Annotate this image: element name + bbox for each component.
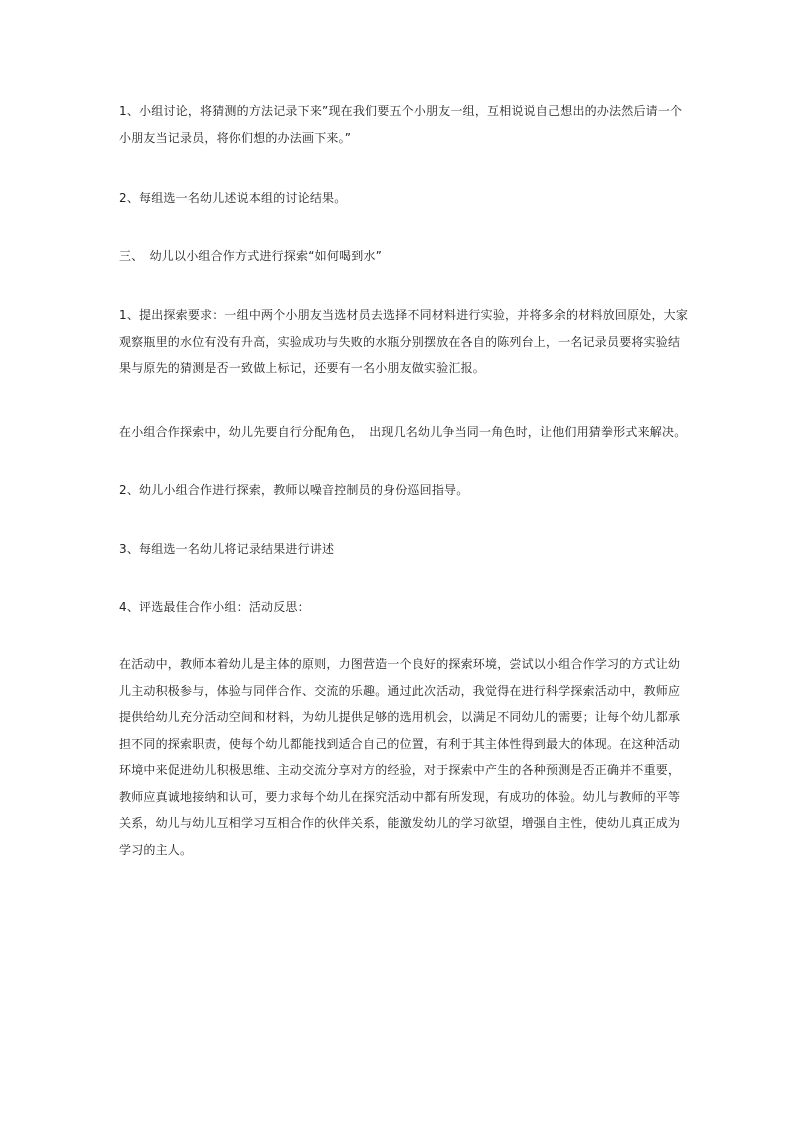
text-line: 小朋友当记录员，将你们想的办法画下来。”	[119, 130, 352, 145]
text-line: 三、 幼儿以小组合作方式进行探索“如何喝到水”	[119, 249, 383, 263]
text-line: 2、每组选一名幼儿述说本组的讨论结果。	[119, 191, 347, 205]
text-line: 关系，幼儿与幼儿互相学习互相合作的伙伴关系，能激发幼儿的学习欲望，增强自主性，使幼儿真正成为	[119, 816, 681, 830]
text-line: 担不同的探索职责，使每个幼儿都能找到适合自己的位置，有利于其主体性得到最大的体现。在这种活动	[119, 736, 681, 751]
paragraph-explore-requirements	[119, 302, 689, 382]
paragraph-step-1-discussion	[119, 98, 683, 151]
text-line: 在小组合作探索中，幼儿先要自行分配角色， 出现几名幼儿争当同一角色时，让他们用猜拳形式来解决。	[119, 425, 687, 439]
text-line: 儿主动积极参与，体验与同伴合作、交流的乐趣。通过此次活动，我觉得在进行科学探索活动中，教师应	[119, 683, 681, 698]
paragraph-step-2-explore	[119, 477, 679, 504]
paragraph-step-4-evaluate	[119, 594, 679, 621]
text-line: 教师应真诚地接纳和认可，要力求每个幼儿在探究活动中都有所发现，有成功的体验。幼儿与教师的平等	[119, 789, 681, 804]
paragraph-step-2-report	[119, 185, 679, 212]
text-line: 果与原先的猜测是否一致做上标记，还要有一名小朋友做实验汇报。	[119, 361, 486, 375]
text-line: 1、小组讨论，将猜测的方法记录下来”现在我们要五个小朋友一组，互相说说自己想出的办法然后请一个	[119, 104, 683, 118]
text-line: 提供给幼儿充分活动空间和材料，为幼儿提供足够的选用机会，以满足不同幼儿的需要；让每个幼儿都承	[119, 710, 681, 724]
text-line: 3、每组选一名幼儿将记录结果进行讲述	[119, 542, 335, 556]
section-heading-3	[119, 243, 679, 270]
text-line: 4、评选最佳合作小组：活动反思：	[119, 600, 310, 614]
text-line: 环境中来促进幼儿积极思维、主动交流分享对方的经验，对于探索中产生的各种预测是否正确并不重要，	[119, 763, 681, 777]
text-line: 2、幼儿小组合作进行探索，教师以噪音控制员的身份巡回指导。	[119, 483, 469, 497]
text-line: 1、提出探索要求：一组中两个小朋友当选材员去选择不同材料进行实验，并将多余的材料放回原处，大家	[119, 308, 689, 322]
text-line: 观察瓶里的水位有没有升高，实验成功与失败的水瓶分别摆放在各自的陈列台上，一名记录员要将实验结	[119, 334, 681, 349]
text-line: 学习的主人。	[119, 842, 193, 857]
text-line: 在活动中，教师本着幼儿是主体的原则，力图营造一个良好的探索环境，尝试以小组合作学习的方式让幼	[119, 657, 681, 671]
paragraph-reflection	[119, 651, 679, 863]
paragraph-step-3-present	[119, 536, 679, 563]
paragraph-role-assignment	[119, 419, 687, 446]
